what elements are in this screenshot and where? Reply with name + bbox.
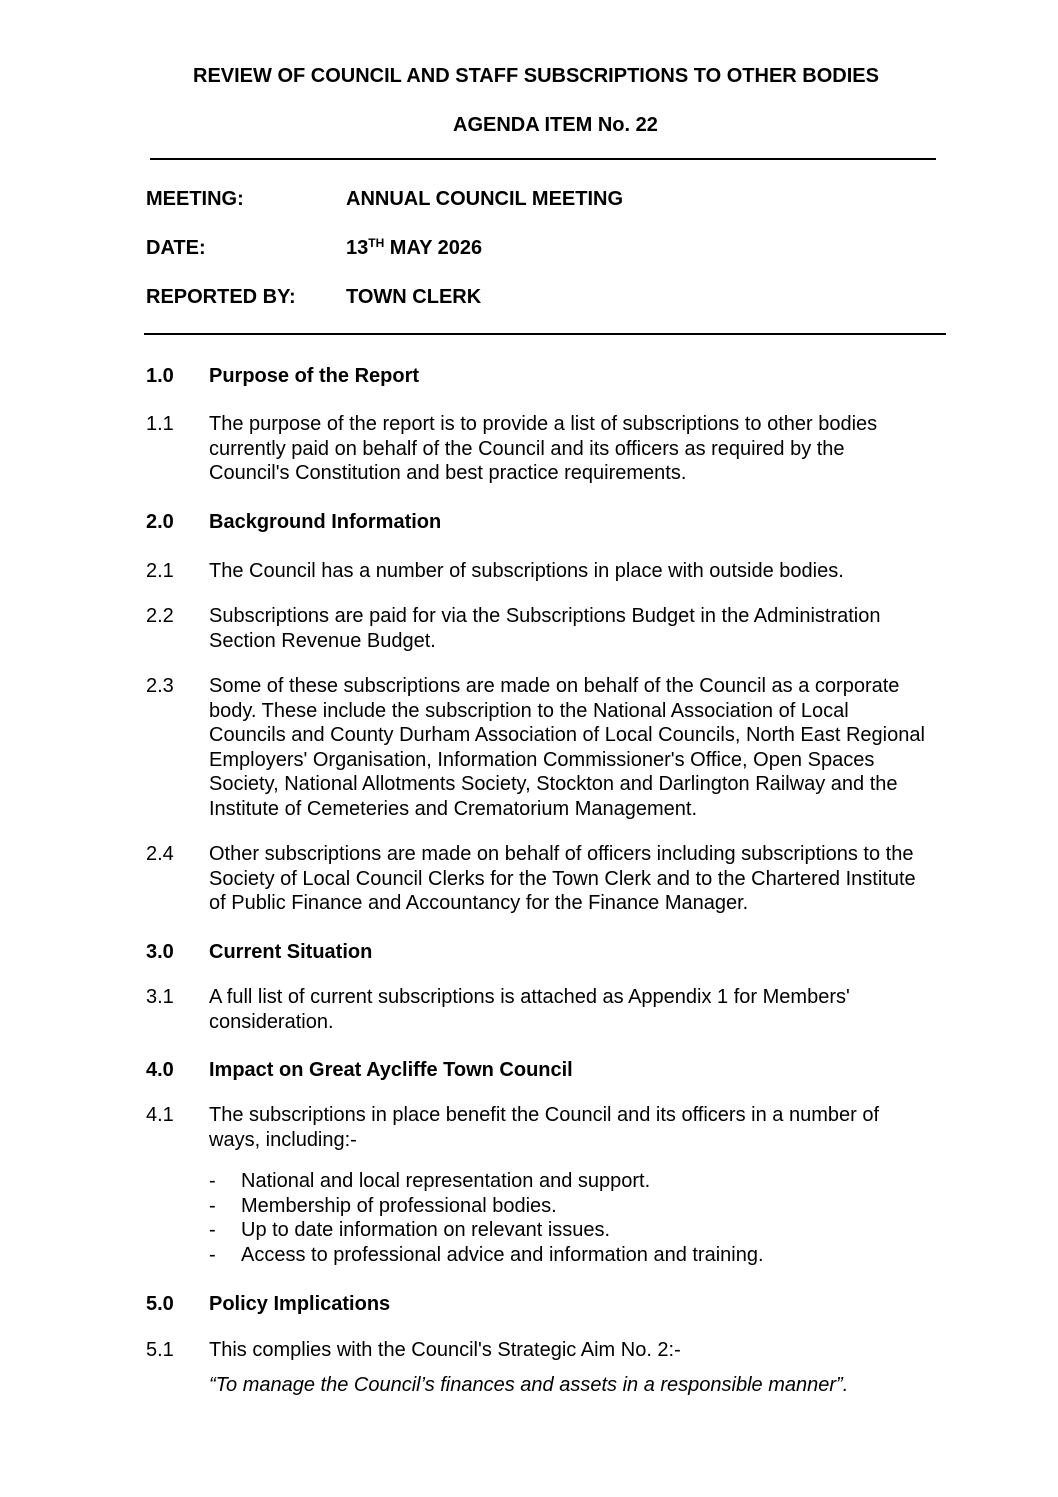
reported-by-value: TOWN CLERK: [346, 286, 482, 308]
paragraph-line: Other subscriptions are made on behalf of officers including subscriptions to the: [209, 843, 914, 865]
section-number: 3.0: [146, 941, 174, 963]
header-divider: [150, 158, 936, 160]
paragraph-line: ways, including:-: [209, 1128, 357, 1151]
section-heading: Background Information: [209, 511, 442, 533]
meeting-value: ANNUAL COUNCIL MEETING: [346, 188, 624, 210]
paragraph-line: The subscriptions in place benefit the Council and its officers in a number of: [209, 1104, 879, 1126]
section-number: 5.0: [146, 1293, 174, 1315]
section-heading: Policy Implications: [209, 1293, 391, 1315]
paragraph-line: The Council has a number of subscriptions in place with outside bodies.: [209, 560, 844, 582]
bullet-marker: -: [209, 1243, 216, 1266]
paragraph-line: The purpose of the report is to provide a list of subscriptions to other bodies: [209, 413, 878, 435]
date-day: 13: [346, 237, 369, 259]
section-number: 2.0: [146, 511, 174, 533]
paragraph-line: Some of these subscriptions are made on behalf of the Council as a corporate: [209, 675, 900, 697]
paragraph-number: 1.1: [146, 413, 174, 435]
paragraph-line: Section Revenue Budget.: [209, 629, 436, 652]
section-number: 1.0: [146, 365, 174, 387]
date-label: DATE:: [146, 237, 206, 259]
paragraph-line: Society, National Allotments Society, Stockton and Darlington Railway and the: [209, 773, 898, 795]
paragraph-number: 2.2: [146, 605, 174, 627]
bullet-item: National and local representation and support.: [241, 1170, 651, 1192]
paragraph-number: 2.1: [146, 560, 174, 582]
paragraph-line: Subscriptions are paid for via the Subscriptions Budget in the Administration: [209, 605, 881, 627]
bullet-item: Up to date information on relevant issues.: [241, 1219, 611, 1241]
paragraph-line: consideration.: [209, 1010, 334, 1033]
reported-by-label: REPORTED BY:: [146, 286, 296, 308]
report-title: REVIEW OF COUNCIL AND STAFF SUBSCRIPTIONS TO OTHER BODIES: [193, 65, 879, 87]
agenda-item: AGENDA ITEM No. 22: [453, 114, 658, 136]
date-suffix: TH: [368, 236, 385, 250]
meeting-label: MEETING:: [146, 188, 244, 210]
section-heading: Current Situation: [209, 941, 373, 963]
date-rest: MAY 2026: [384, 237, 483, 259]
paragraph-line: This complies with the Council's Strategic Aim No. 2:-: [209, 1339, 681, 1361]
bullet-marker: -: [209, 1170, 216, 1192]
paragraph-number: 5.1: [146, 1339, 174, 1361]
paragraph-line: body. These include the subscription to the National Association of Local: [209, 699, 849, 722]
bullet-marker: -: [209, 1194, 216, 1217]
bullet-item: Access to professional advice and information and training.: [241, 1243, 764, 1266]
paragraph-line: currently paid on behalf of the Council and its officers as required by the: [209, 437, 845, 460]
bullet-item: Membership of professional bodies.: [241, 1194, 557, 1217]
date-value: [346, 236, 482, 260]
paragraph-line: Institute of Cemeteries and Crematorium Management.: [209, 797, 697, 820]
paragraph-number: 2.4: [146, 843, 174, 865]
paragraph-line: Employers' Organisation, Information Commissioner's Office, Open Spaces: [209, 748, 875, 771]
paragraph-number: 4.1: [146, 1104, 174, 1126]
strategic-aim-quote: “To manage the Council’s finances and assets in a responsible manner”.: [209, 1374, 849, 1396]
paragraph-line: Councils and County Durham Association of Local Councils, North East Regional: [209, 724, 925, 746]
meta-divider: [144, 333, 946, 335]
paragraph-number: 2.3: [146, 675, 174, 697]
paragraph-line: A full list of current subscriptions is attached as Appendix 1 for Members': [209, 986, 850, 1008]
bullet-marker: -: [209, 1219, 216, 1241]
paragraph-line: of Public Finance and Accountancy for the Finance Manager.: [209, 892, 749, 914]
paragraph-line: Council's Constitution and best practice requirements.: [209, 462, 687, 484]
section-heading: Impact on Great Aycliffe Town Council: [209, 1059, 573, 1081]
section-number: 4.0: [146, 1059, 174, 1081]
section-heading: Purpose of the Report: [209, 365, 420, 387]
paragraph-number: 3.1: [146, 986, 174, 1008]
paragraph-line: Society of Local Council Clerks for the Town Clerk and to the Chartered Institute: [209, 867, 916, 890]
